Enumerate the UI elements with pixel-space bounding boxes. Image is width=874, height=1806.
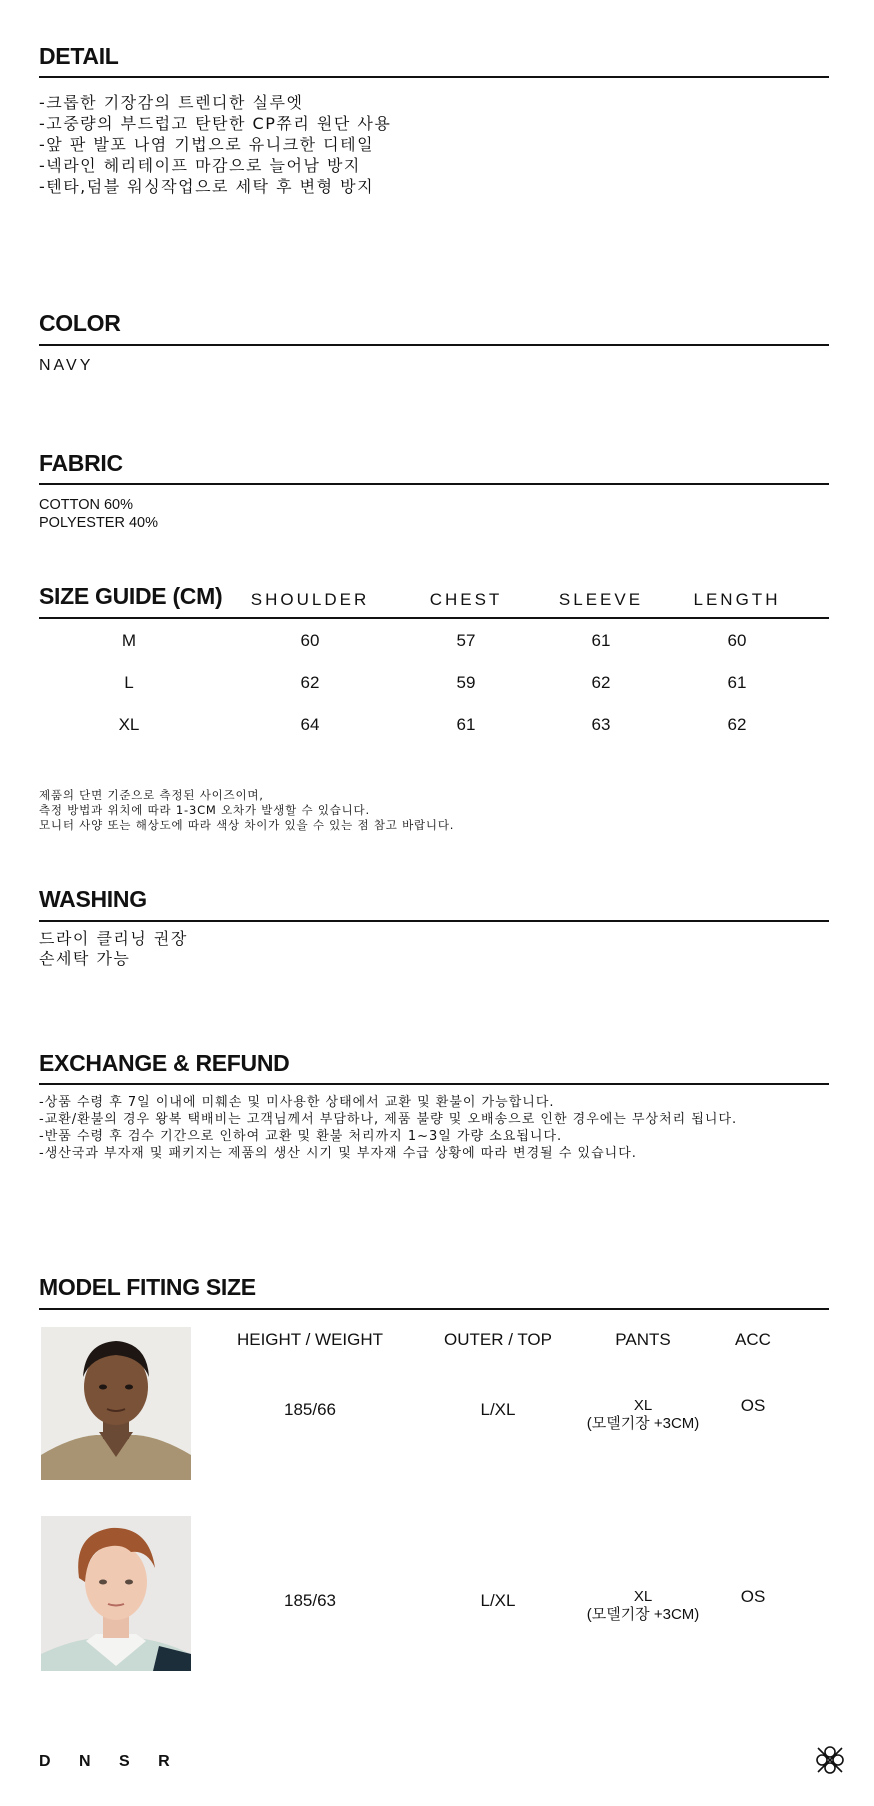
size-cell: 62: [300, 673, 320, 692]
refund-list: [39, 1094, 737, 1162]
refund-divider: [39, 1083, 829, 1085]
model-acc: OS: [740, 1587, 766, 1606]
model-acc: OS: [740, 1396, 766, 1415]
model-photo-2: [41, 1516, 191, 1671]
knot-emblem-icon: [812, 1742, 848, 1778]
model-pants-size: XL: [633, 1588, 653, 1605]
model-title: MODEL FITING SIZE: [39, 1274, 256, 1300]
model-col-outer-top: OUTER / TOP: [443, 1330, 552, 1349]
detail-line: -고중량의 부드럽고 탄탄한 CP쮸리 원단 사용: [39, 114, 392, 133]
model-outer-top: L/XL: [480, 1591, 516, 1610]
refund-line: -반품 수령 후 검수 기간으로 인하여 교환 및 환불 처리까지 1~3일 가량 소요됩니다.: [39, 1129, 563, 1144]
size-cell: 64: [300, 715, 320, 734]
color-title: COLOR: [39, 310, 121, 336]
model-col-pants: PANTS: [615, 1330, 671, 1349]
model-col-height-weight: HEIGHT / WEIGHT: [236, 1330, 384, 1349]
model-portrait-illustration: [41, 1327, 191, 1480]
size-cell: 60: [727, 631, 747, 650]
detail-line: -앞 판 발포 나염 기법으로 유니크한 디테일: [39, 135, 375, 154]
refund-line: -생산국과 부자재 및 패키지는 제품의 생산 시기 및 부자재 수급 상황에 따라 변경될 수 있습니다.: [39, 1146, 637, 1161]
size-cell: 57: [456, 631, 476, 650]
size-cell: 61: [591, 631, 611, 650]
fabric-line: POLYESTER 40%: [39, 515, 159, 531]
size-guide-title: SIZE GUIDE (CM): [39, 583, 223, 609]
model-pants-size: XL: [633, 1397, 653, 1414]
size-cell: 62: [591, 673, 611, 692]
detail-line: -넥라인 헤리테이프 마감으로 늘어남 방지: [39, 156, 361, 175]
size-divider: [39, 617, 829, 619]
refund-line: -교환/환불의 경우 왕복 택배비는 고객님께서 부담하나, 제품 불량 및 오배송으로 인한 경우에는 무상처리 됩니다.: [39, 1112, 738, 1127]
model-height-weight: 185/66: [284, 1400, 336, 1419]
detail-line: -텐타,덤블 워싱작업으로 세탁 후 변형 방지: [39, 177, 375, 196]
size-cell: 63: [591, 715, 611, 734]
washing-list: [39, 929, 188, 969]
size-cell: 61: [727, 673, 747, 692]
model-outer-top: L/XL: [480, 1400, 516, 1419]
size-col-length: LENGTH: [693, 590, 781, 609]
detail-line: -크롭한 기장감의 트렌디한 실루엣: [39, 93, 304, 112]
washing-title: WASHING: [39, 886, 147, 912]
fabric-list: [39, 496, 158, 532]
model-photo-1: [41, 1327, 191, 1480]
fabric-title: FABRIC: [39, 450, 123, 476]
model-portrait-illustration: [41, 1516, 191, 1671]
size-cell: 59: [456, 673, 476, 692]
detail-list: [39, 92, 391, 197]
brand-logo: D N S R: [39, 1753, 182, 1770]
model-col-acc: ACC: [735, 1330, 771, 1349]
size-col-chest: CHEST: [429, 590, 503, 609]
model-height-weight: 185/63: [284, 1591, 336, 1610]
fabric-line: COTTON 60%: [39, 497, 134, 513]
detail-title: DETAIL: [39, 43, 119, 69]
washing-line: 드라이 클리닝 권장: [39, 929, 188, 948]
color-value: NAVY: [39, 357, 94, 374]
refund-line: -상품 수령 후 7일 이내에 미훼손 및 미사용한 상태에서 교환 및 환불이 가능합니다.: [39, 1095, 555, 1110]
size-note-line: 제품의 단면 기준으로 측정된 사이즈이며,: [39, 788, 264, 802]
fabric-divider: [39, 483, 829, 485]
size-cell: 60: [300, 631, 320, 650]
washing-line: 손세탁 가능: [39, 949, 131, 968]
refund-title: EXCHANGE & REFUND: [39, 1050, 290, 1076]
model-pants-note: (모델기장 +3CM): [586, 1415, 700, 1432]
size-row-label: L: [124, 673, 134, 692]
washing-divider: [39, 920, 829, 922]
size-note-line: 모니터 사양 또는 해상도에 따라 색상 차이가 있을 수 있는 점 참고 바랍니다.: [39, 818, 455, 832]
model-pants-note: (모델기장 +3CM): [586, 1606, 700, 1623]
size-note-line: 측정 방법과 위치에 따라 1-3CM 오차가 발생할 수 있습니다.: [39, 803, 370, 817]
model-divider: [39, 1308, 829, 1310]
size-notes: [39, 788, 454, 833]
size-row-label: XL: [118, 715, 140, 734]
size-row-label: M: [121, 631, 137, 650]
color-divider: [39, 344, 829, 346]
size-cell: 61: [456, 715, 476, 734]
size-cell: 62: [727, 715, 747, 734]
size-col-shoulder: SHOULDER: [250, 590, 370, 609]
detail-divider: [39, 76, 829, 78]
size-col-sleeve: SLEEVE: [558, 590, 644, 609]
